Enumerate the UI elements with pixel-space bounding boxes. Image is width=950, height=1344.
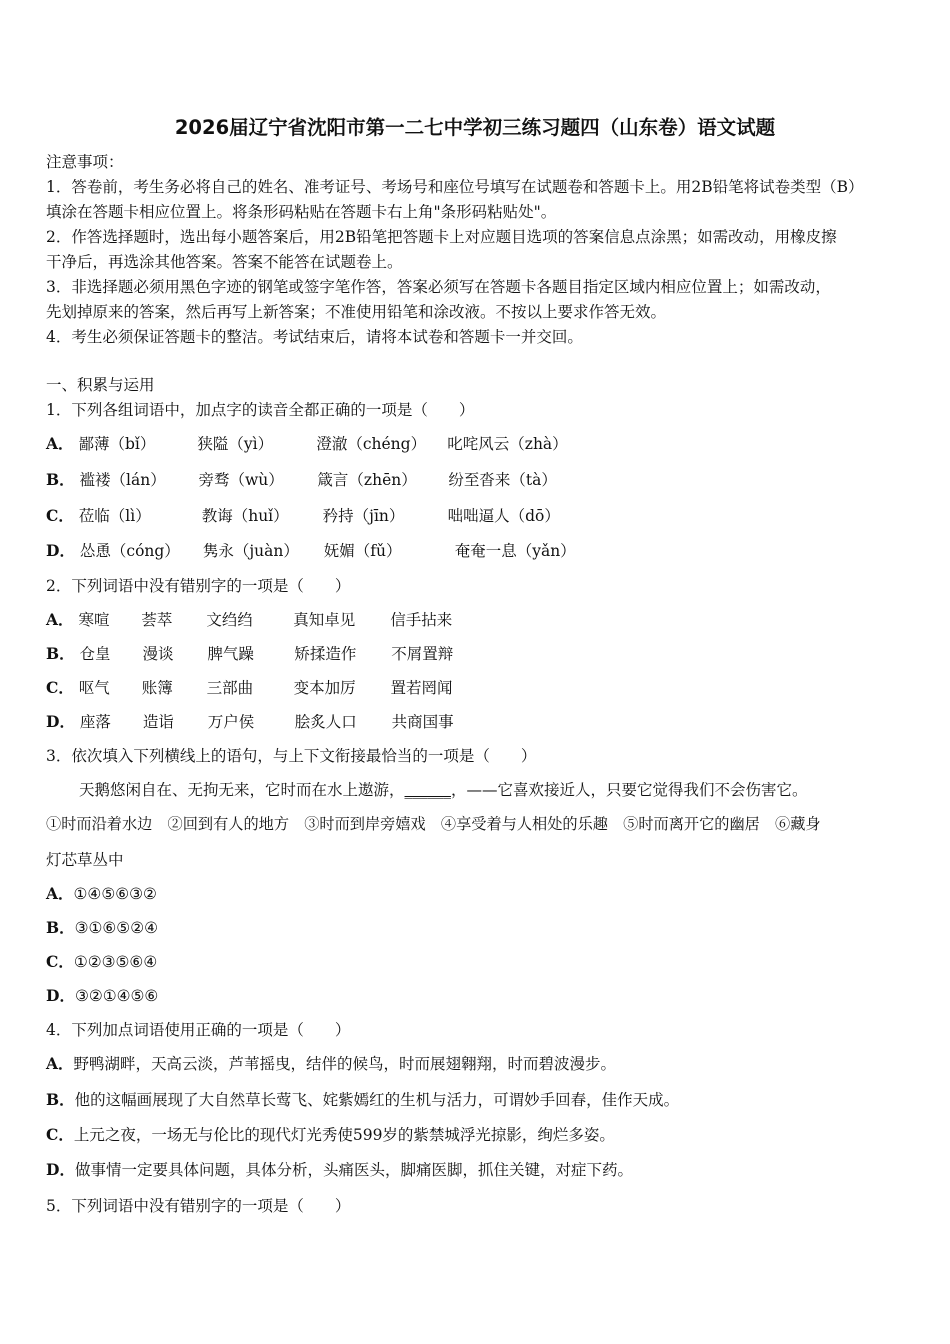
option-item: 咄咄逼人（dō）	[447, 507, 560, 525]
q4-option-a	[46, 1054, 910, 1074]
option-label: B．	[46, 644, 75, 663]
q1-option-b	[46, 470, 910, 490]
option-label: B．	[46, 470, 75, 489]
notice-line: 3．非选择题必须用黑色字迹的钢笔或签字笔作答，答案必须写在答题卡各题目指定区域内相应位置上；如需改动，	[46, 278, 831, 296]
question-5-stem: 5．下列词语中没有错别字的一项是（ ）	[46, 1197, 351, 1215]
option-item: 教诲（huǐ）	[201, 507, 289, 525]
option-label: D．	[46, 541, 75, 560]
option-item: 纷至沓来（tà）	[448, 471, 557, 489]
option-item: 三部曲	[206, 679, 254, 697]
q3-option-a	[46, 884, 910, 904]
option-label: B．	[46, 918, 75, 937]
q4-option-d	[46, 1160, 910, 1180]
option-text: ③①⑥⑤②④	[74, 919, 158, 937]
option-label: B．	[46, 1090, 75, 1109]
notice-line: 填涂在答题卡相应位置上。将条形码粘贴在答题卡右上角"条形码粘贴处"。	[46, 203, 557, 221]
q1-option-a	[46, 434, 910, 454]
question-2-stem: 2．下列词语中没有错别字的一项是（ ）	[46, 577, 351, 595]
q1-option-d	[46, 541, 910, 561]
option-item: 仓皇	[79, 645, 111, 663]
option-item: 漫谈	[142, 645, 174, 663]
q1-option-c	[46, 506, 910, 526]
q3-passage	[79, 780, 910, 800]
option-item: 变本加厉	[293, 679, 356, 697]
option-item: 褴褛（lán）	[79, 471, 166, 489]
option-label: A．	[46, 884, 74, 903]
q3-choices: ①时而沿着水边 ②回到有人的地方 ③时而到岸旁嬉戏 ④享受着与人相处的乐趣 ⑤时而离开它的幽居 ⑥藏身	[46, 815, 821, 833]
option-text: 做事情一定要具体问题，具体分析，头痛医头，脚痛医脚，抓住关键，对症下药。	[74, 1161, 633, 1179]
option-text: ①②③⑤⑥④	[73, 953, 158, 971]
q2-option-c	[46, 678, 910, 698]
q3-passage-blank: ______	[404, 781, 452, 799]
q2-option-a	[46, 610, 910, 630]
notice-line: 先划掉原来的答案，然后再写上新答案；不准使用铅笔和涂改液。不按以上要求作答无效。	[46, 303, 667, 321]
option-label: D．	[46, 1160, 75, 1179]
notice-line: 2．作答选择题时，选出每小题答案后，用2B铅笔把答题卡上对应题目选项的答案信息点涂黑；如需改动，用橡皮擦	[46, 228, 837, 246]
option-item: 共商国事	[391, 713, 454, 731]
option-item: 箴言（zhēn）	[317, 471, 417, 489]
option-item: 鄙薄（bǐ）	[78, 435, 156, 453]
question-4-stem: 4．下列加点词语使用正确的一项是（ ）	[46, 1021, 351, 1039]
option-item: 寒喧	[78, 611, 110, 629]
option-item: 脍炙人口	[294, 713, 357, 731]
option-item: 真知卓见	[293, 611, 356, 629]
option-text: 野鸭湖畔，天高云淡，芦苇摇曳，结伴的候鸟，时而展翅翱翔，时而碧波漫步。	[73, 1055, 617, 1073]
notice-heading: 注意事项：	[46, 153, 124, 171]
option-item: 妩媚（fǔ）	[323, 542, 402, 560]
option-item: 置若罔闻	[390, 679, 453, 697]
question-1-stem: 1．下列各组词语中，加点字的读音全都正确的一项是（ ）	[46, 401, 475, 419]
q3-option-d	[46, 986, 910, 1006]
option-label: C．	[46, 506, 74, 525]
q2-option-b	[46, 644, 910, 664]
section-heading: 一、积累与运用	[46, 376, 155, 394]
q3-option-c	[46, 952, 910, 972]
notice-line: 干净后，再选涂其他答案。答案不能答在试题卷上。	[46, 253, 403, 271]
option-label: A．	[46, 434, 74, 453]
option-item: 矜持（jīn）	[322, 507, 405, 525]
q3-passage-post: ，——它喜欢接近人，只要它觉得我们不会伤害它。	[451, 781, 808, 799]
option-label: A．	[46, 1054, 74, 1073]
option-label: C．	[46, 1125, 74, 1144]
option-item: 呕气	[78, 679, 110, 697]
option-item: 信手拈来	[390, 611, 453, 629]
option-item: 莅临（lì）	[78, 507, 151, 525]
option-item: 狭隘（yì）	[197, 435, 274, 453]
option-item: 文绉绉	[206, 611, 253, 629]
option-item: 隽永（juàn）	[202, 542, 299, 560]
option-label: C．	[46, 952, 74, 971]
option-item: 座落	[79, 713, 111, 731]
option-text: ③②①④⑤⑥	[74, 987, 159, 1005]
option-label: D．	[46, 986, 75, 1005]
option-label: C．	[46, 678, 74, 697]
q2-option-d	[46, 712, 910, 732]
option-text: 他的这幅画展现了大自然草长莺飞、姹紫嫣红的生机与活力，可谓妙手回春，佳作天成。	[74, 1091, 680, 1109]
q3-choices-cont: 灯芯草丛中	[46, 851, 124, 869]
option-item: 怂恿（cóng）	[79, 542, 180, 560]
option-item: 万户侯	[207, 713, 255, 731]
question-3-stem: 3．依次填入下列横线上的语句，与上下文衔接最恰当的一项是（ ）	[46, 747, 537, 765]
option-item: 奄奄一息（yǎn）	[454, 542, 576, 560]
option-label: A．	[46, 610, 74, 629]
q4-option-b	[46, 1090, 910, 1110]
option-item: 造诣	[142, 713, 174, 731]
option-item: 旁骛（wù）	[198, 471, 284, 489]
option-item: 矫揉造作	[294, 645, 357, 663]
option-item: 澄澈（chéng）	[316, 435, 427, 453]
option-item: 荟萃	[141, 611, 173, 629]
option-item: 叱咤风云（zhà）	[447, 435, 568, 453]
q4-option-c	[46, 1125, 910, 1145]
option-item: 不屑置辩	[391, 645, 454, 663]
option-item: 脾气躁	[207, 645, 254, 663]
notice-line: 4．考生必须保证答题卡的整洁。考试结束后，请将本试卷和答题卡一并交回。	[46, 328, 583, 346]
q3-passage-pre: 天鹅悠闲自在、无拘无来，它时而在水上遨游，	[79, 781, 405, 799]
option-item: 账簿	[141, 679, 173, 697]
q3-option-b	[46, 918, 910, 938]
option-label: D．	[46, 712, 75, 731]
notice-line: 1．答卷前，考生务必将自己的姓名、准考证号、考场号和座位号填写在试题卷和答题卡上。用2B铅笔将试卷类型（B）	[46, 178, 864, 196]
option-text: 上元之夜，一场无与伦比的现代灯光秀使599岁的紫禁城浮光掠影，绚烂多姿。	[73, 1126, 615, 1144]
page-title: 2026届辽宁省沈阳市第一二七中学初三练习题四（山东卷）语文试题	[174, 116, 776, 139]
option-text: ①④⑤⑥③②	[73, 885, 157, 903]
